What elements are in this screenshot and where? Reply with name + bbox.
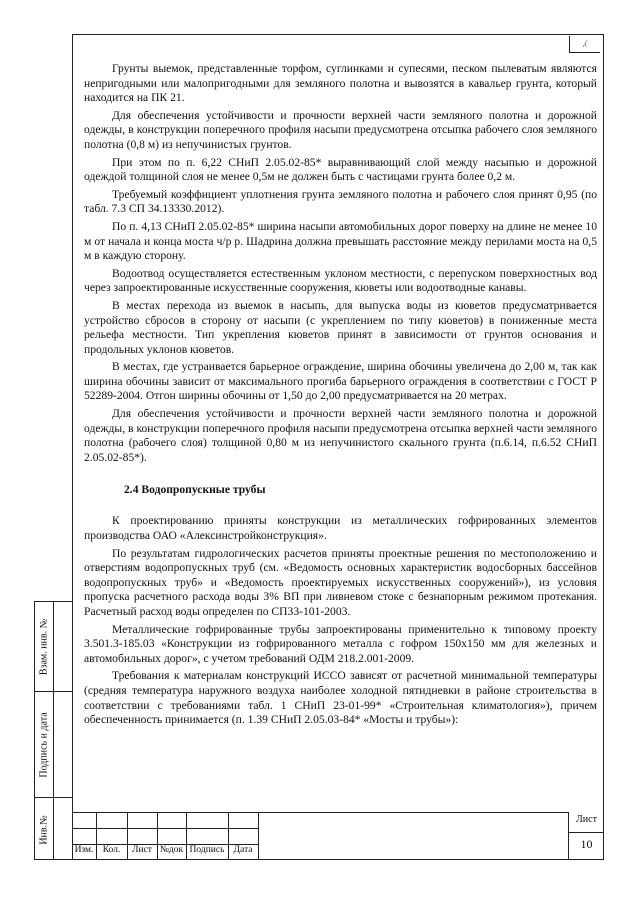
title-block (72, 812, 604, 860)
side-value-replace-inv (54, 602, 73, 692)
stamp-col-list: Лист (132, 845, 152, 855)
paragraph: По п. 4,13 СНиП 2.05.02-85* ширина насыпи автомобильных дорог поверху на длине не менее 10 м от начала и конца моста ч/р р. Шадрина должна превышать расстояние между перилами моста на 0,5 м в каждую сторону. (84, 219, 597, 263)
side-label-inv-no: Инв.№ (38, 814, 50, 845)
corner-initials-icon: ʎ (569, 36, 600, 53)
paragraph: К проектированию приняты конструкции из металлических гофрированных элементов производства ОАО «Алексинстройконструкция». (84, 514, 597, 543)
stamp-line (258, 812, 259, 860)
side-cell-signature (35, 692, 53, 798)
sheet-box (568, 812, 604, 860)
paragraph: При этом по п. 6,22 СНиП 2.05.02-85* выравнивающий слой между насыпью и дорожной одеждой толщиной слоя не менее 0,5м не должен быть с частицами грунта более 0,2 м. (84, 155, 597, 184)
paragraph: Требования к материалам конструкций ИССО зависят от расчетной минимальной температуры (средняя температура наружного воздуха наиболее холодной пятидневки в районе строительства в соответствии с требованиями табл. 1 СНиП 23-01-99* «Строительная климатология»), причем обеспеченность принимается (п. 1.39 СНиП 2.05.03-84* «Мосты и трубы»): (84, 669, 597, 727)
paragraph: Грунты выемок, представленные торфом, суглинками и супесями, песком пылеватым являются непригодными или малопригодными для земляного полотна и вывозятся в кавальер грунта, который находится на ПК 21. (84, 62, 597, 105)
sheet-label: Лист (576, 814, 597, 825)
side-label-signature-date: Подпись и дата (38, 711, 50, 778)
paragraph: Металлические гофрированные трубы запроектированы применительно к типовому проекту 3.501.3-185.03 «Конструкции из гофрированного металла с гофром 150х150 мм для железных и автомобильных дорог», с учетом требований ОДМ 218.2.001-2009. (84, 622, 597, 665)
side-column-labels (35, 602, 54, 859)
stamp-col-izm: Изм. (74, 845, 94, 855)
stamp-col-data: Дата (233, 845, 253, 855)
side-column-values (54, 602, 73, 859)
side-approval-strip (34, 601, 72, 860)
stamp-col-podpis: Подпись (189, 845, 225, 855)
side-value-signature (54, 692, 73, 798)
paragraph: Для обеспечения устойчивости и прочности верхней части земляного полотна и дорожной одежды, в конструкции поперечного профиля насыпи предусмотрена отсыпка верхней части земляного полотна (рабочего слоя) толщиной 0,80 м из непучинистого скального грунта (п.6.14, п.6.52 СНиП 2.05.02-85*). (84, 407, 597, 464)
paragraph: Для обеспечения устойчивости и прочности верхней части земляного полотна и дорожной одежды, в конструкции поперечного профиля насыпи предусмотрена отсыпка рабочего слоя земляного полотна (0,8 м) из непучинистых грунтов. (84, 108, 597, 151)
side-label-replace-inv: Взам. инв. № (38, 618, 50, 675)
side-cell-inv (35, 798, 53, 861)
paragraph: По результатам гидрологических расчетов приняты проектные решения по местоположению и отверстиям водопропускных труб (см. «Ведомость основных характеристик водосборных бассейнов водопропускных труб» и «Ведомость проектируемых искусственных сооружений»), из условия пропуска расчетного расхода воды 3% ВП при ливневом стоке с безнапорным режимом протекания. Расчетный расход воды определен по СП33-101-2003. (84, 546, 597, 618)
stamp-line (72, 828, 258, 829)
section-heading: 2.4 Водопропускные трубы (124, 483, 266, 497)
paragraph: Водоотвод осуществляется естественным уклоном местности, с перепуском поверхностных вод через запроектированные искусственные сооружения, кюветы или водоотводные канавы. (84, 266, 597, 295)
paragraph: Требуемый коэффициент уплотнения грунта земляного полотна и рабочего слоя принят 0,95 (по табл. 7.3 СП 34.13330.2012). (84, 187, 597, 216)
stamp-col-kol: Кол. (102, 845, 121, 855)
document-body (84, 62, 597, 731)
stamp-col-ndok: №док (159, 845, 184, 855)
paragraph: В местах перехода из выемок в насыпь, для выпуска воды из кюветов предусматривается устройство сбросов в сторону от насыпи (с укреплением по типу кюветов) в пониженные места рельефа местности. Тип укрепления кюветов принят в зависимости от грунтов основания и продольных уклонов кюветов. (84, 298, 597, 356)
side-cell-replace-inv (35, 602, 53, 692)
stamp-line (72, 812, 568, 813)
paragraph: В местах, где устраивается барьерное ограждение, ширина обочины увеличена до 2,00 м, так как ширина обочины зависит от максимального прогиба барьерного ограждения в соответствии с ГОСТ Р 52289-2004. Отгон ширины обочины от 1,50 до 2,00 предусматривается на 20 метрах. (84, 360, 597, 403)
sheet-number: 10 (580, 837, 593, 851)
